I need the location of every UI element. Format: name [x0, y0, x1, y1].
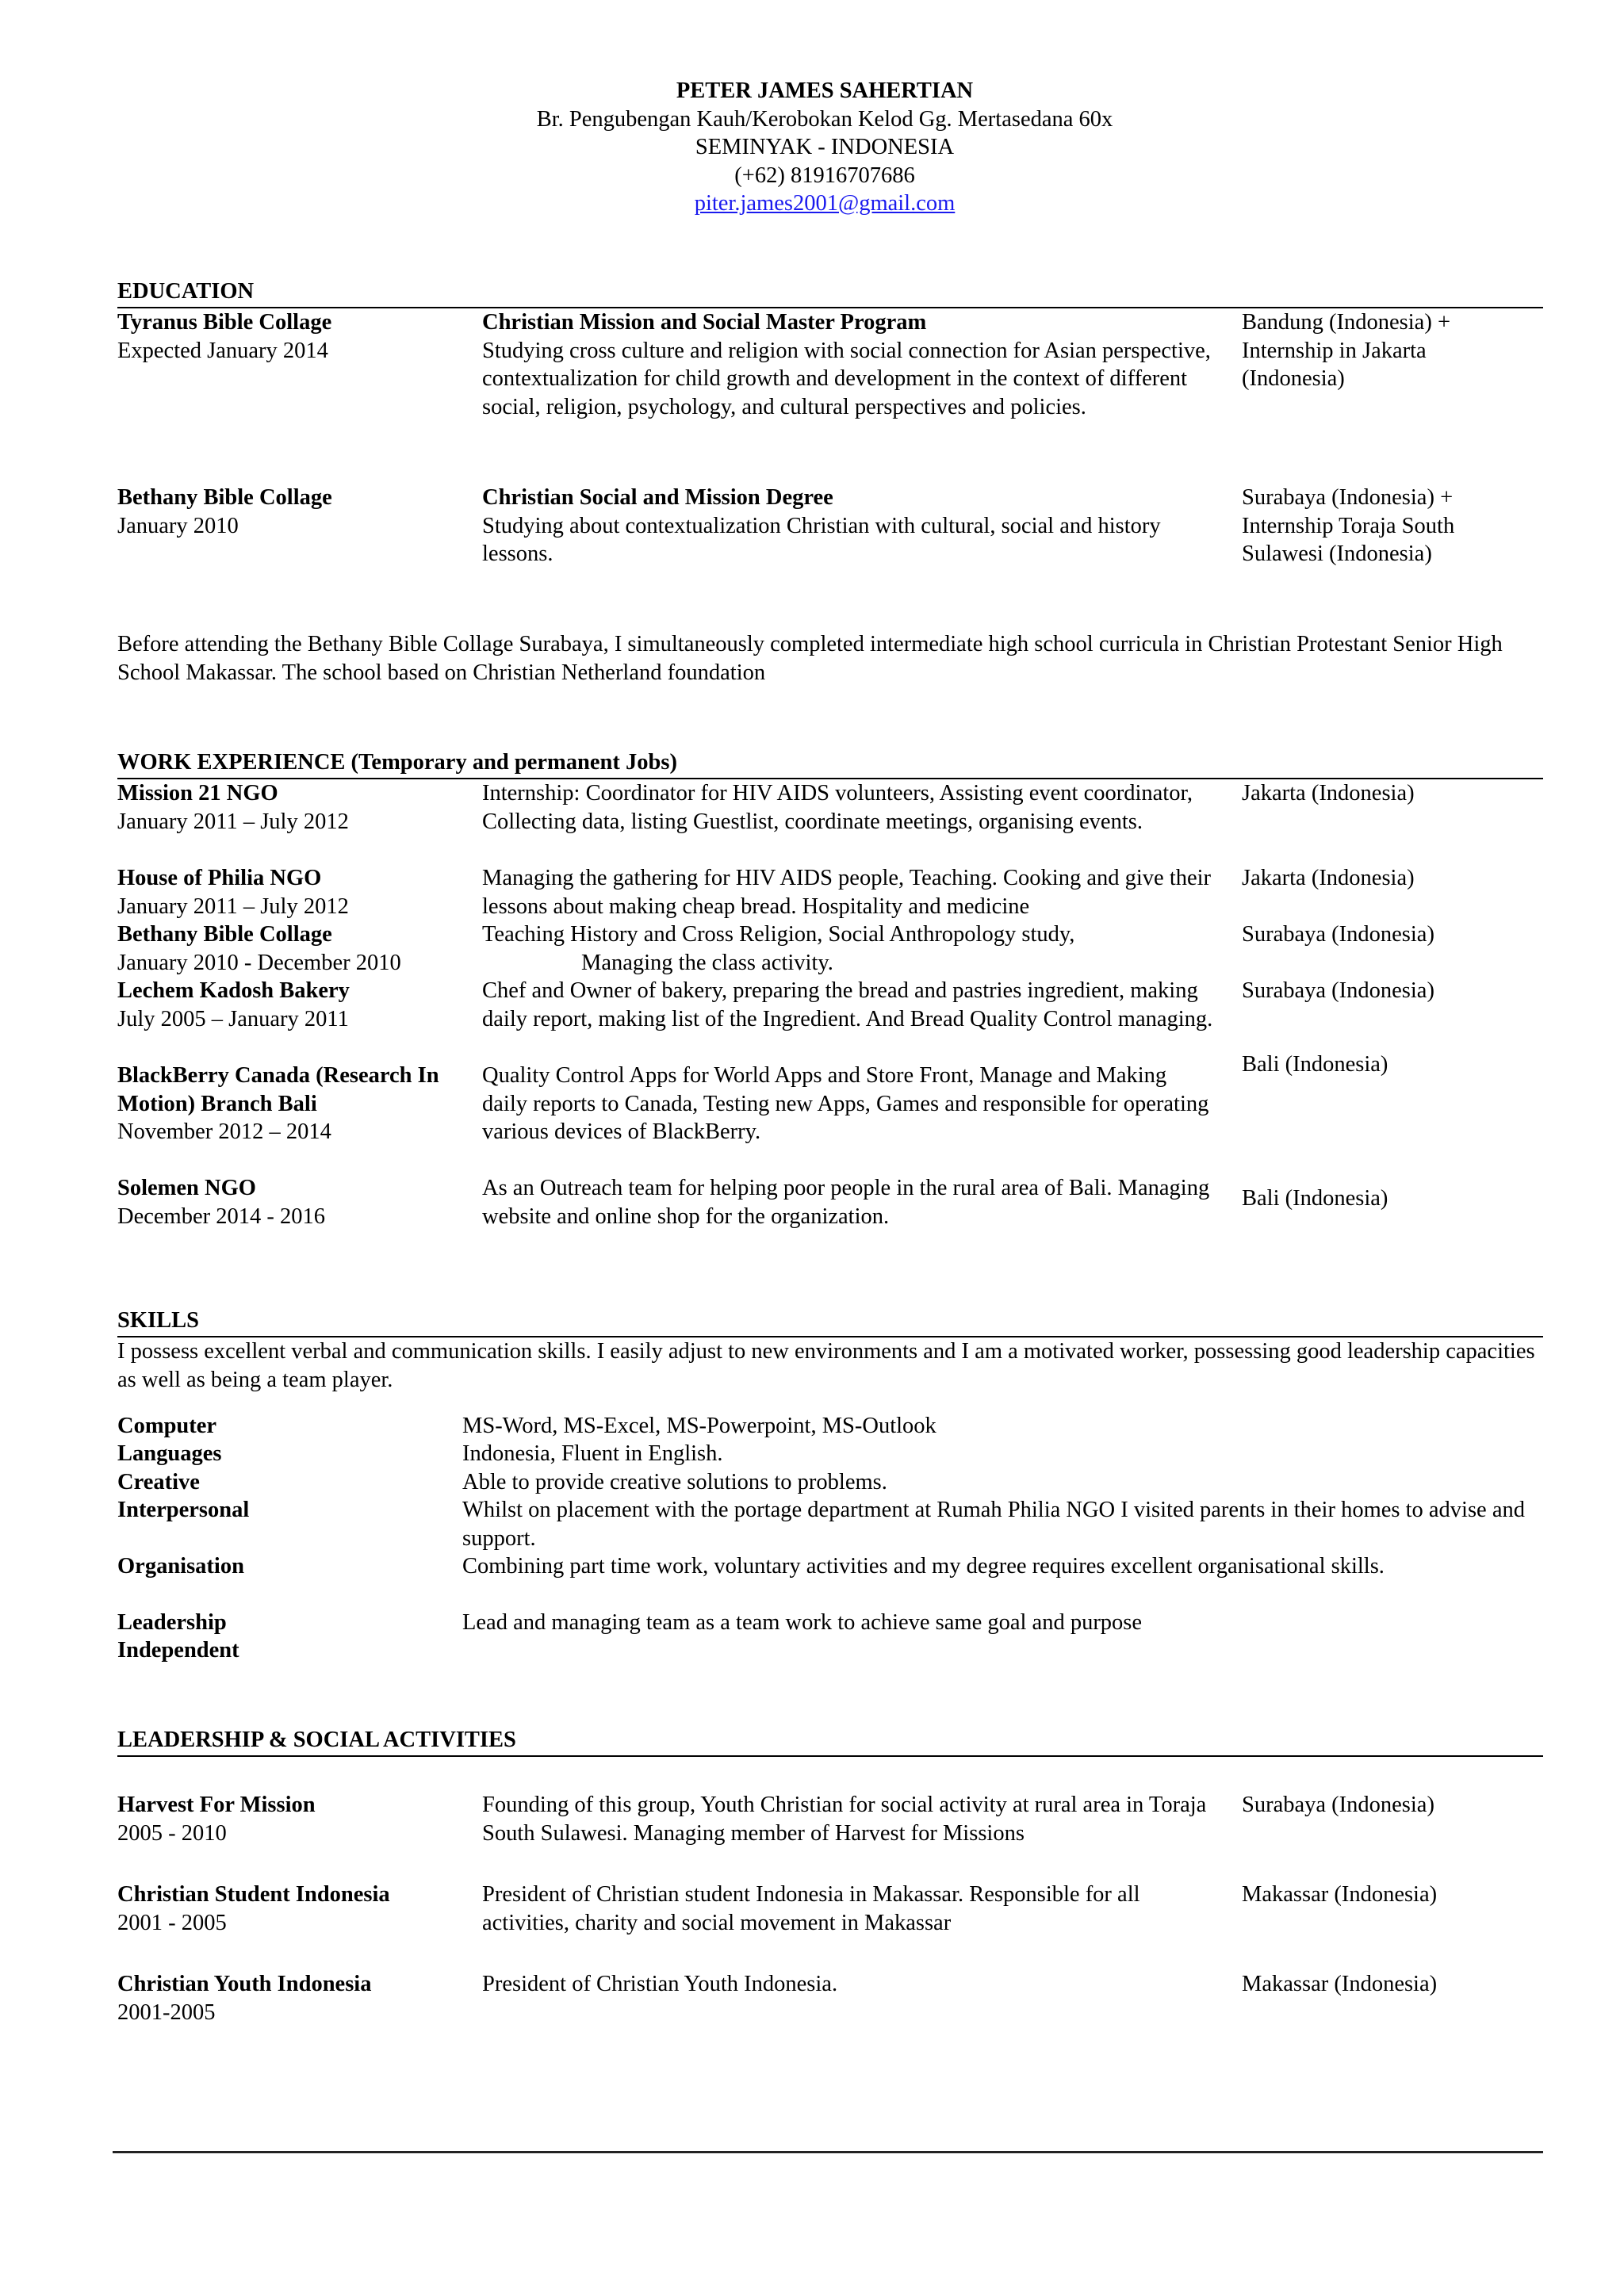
work-location: Surabaya (Indonesia)	[1242, 922, 1434, 947]
school-name: Tyranus Bible Collage	[117, 310, 332, 335]
education-program-col	[482, 484, 1216, 568]
activity-date: 2001 - 2005	[117, 1910, 227, 1935]
work-description-continued: Managing the class activity.	[581, 950, 833, 975]
activity-date: 2005 - 2010	[117, 1820, 227, 1846]
work-date: January 2010 - December 2010	[117, 950, 401, 975]
work-description: Chef and Owner of bakery, preparing the bread and pastries ingredient, making daily report, making list of the Ingredient. And Bread Quality Control managing.	[482, 978, 1213, 1031]
activity-org-name: Christian Student Indonesia	[117, 1882, 390, 1907]
skill-label: Creative	[117, 1470, 200, 1494]
full-name: PETER JAMES SAHERTIAN	[676, 78, 974, 103]
phone-number: (+62) 81916707686	[734, 163, 915, 188]
work-description: Teaching History and Cross Religion, Social Anthropology study,	[482, 922, 1075, 947]
section-title-leadership: LEADERSHIP & SOCIAL ACTIVITIES	[117, 1728, 516, 1752]
organization-name: House of Philia NGO	[117, 866, 322, 890]
section-divider	[117, 1755, 1543, 1757]
work-location: Jakarta (Indonesia)	[1242, 866, 1415, 890]
program-description: Studying cross culture and religion with social connection for Asian perspective, contextualization for child growth and development in the context of different social, religion, psychology, and cultural perspectives and policies.	[482, 338, 1211, 419]
activity-description: Founding of this group, Youth Christian for social activity at rural area in Toraja South Sulawesi. Managing member of Harvest for Missions	[482, 1793, 1207, 1846]
activity-date: 2001-2005	[117, 1999, 216, 2025]
work-description-col	[482, 920, 1216, 977]
work-org-col	[117, 1174, 466, 1230]
work-org-col	[117, 779, 466, 836]
work-org-col	[117, 1062, 458, 1146]
activity-location: Makassar (Indonesia)	[1242, 1882, 1438, 1907]
organization-name: Solemen NGO	[117, 1176, 256, 1200]
activity-description: President of Christian student Indonesia in Makassar. Responsible for all activities, charity and social movement in Makassar	[482, 1882, 1140, 1935]
skill-value: Lead and managing team as a team work to achieve same goal and purpose	[462, 1610, 1143, 1635]
work-description: As an Outreach team for helping poor people in the rural area of Bali. Managing website and online shop for the organization.	[482, 1176, 1210, 1229]
activity-org-name: Harvest For Mission	[117, 1793, 316, 1817]
activity-location: Makassar (Indonesia)	[1242, 1972, 1438, 1996]
footer-divider	[113, 2151, 1543, 2153]
program-description: Studying about contextualization Christian with cultural, social and history lessons.	[482, 513, 1161, 566]
education-program-col	[482, 308, 1216, 421]
education-location: Surabaya (Indonesia) + Internship Toraja South Sulawesi (Indonesia)	[1242, 485, 1455, 566]
activity-org-col	[117, 1881, 466, 1937]
work-org-col	[117, 864, 466, 920]
address-line: Br. Pengubengan Kauh/Kerobokan Kelod Gg. Mertasedana 60x	[536, 106, 1113, 132]
skill-value: MS-Word, MS-Excel, MS-Powerpoint, MS-Outlook	[462, 1414, 936, 1438]
work-date: November 2012 – 2014	[117, 1119, 331, 1144]
education-school-col	[117, 484, 466, 540]
activity-org-col	[117, 1791, 466, 1847]
work-date: December 2014 - 2016	[117, 1203, 325, 1229]
organization-name: Mission 21 NGO	[117, 781, 278, 806]
education-date: January 2010	[117, 513, 239, 538]
section-title-work-experience: WORK EXPERIENCE (Temporary and permanent Jobs)	[117, 750, 677, 775]
skill-label: Languages	[117, 1441, 222, 1466]
program-name: Christian Mission and Social Master Program	[482, 310, 927, 335]
work-date: July 2005 – January 2011	[117, 1006, 349, 1031]
work-location: Bali (Indonesia)	[1242, 1052, 1388, 1077]
skills-intro: I possess excellent verbal and communication skills. I easily adjust to new environments and I am a motivated worker, possessing good leadership capacities as well as being a team player.	[117, 1339, 1535, 1392]
skill-label: Organisation	[117, 1554, 244, 1578]
section-title-education: EDUCATION	[117, 279, 255, 304]
organization-name: Bethany Bible Collage	[117, 922, 332, 947]
contact-header	[0, 77, 1624, 218]
work-description: Managing the gathering for HIV AIDS people, Teaching. Cooking and give their lessons about making cheap bread. Hospitality and medicine	[482, 866, 1212, 919]
activity-org-col	[117, 1970, 466, 2026]
work-location: Bali (Indonesia)	[1242, 1186, 1388, 1211]
skill-value: Combining part time work, voluntary activities and my degree requires excellent organisational skills.	[462, 1554, 1385, 1578]
activity-description: President of Christian Youth Indonesia.	[482, 1972, 838, 1996]
skill-value: Indonesia, Fluent in English.	[462, 1441, 723, 1466]
education-date: Expected January 2014	[117, 338, 328, 363]
organization-name: Lechem Kadosh Bakery	[117, 978, 350, 1003]
education-location: Bandung (Indonesia) + Internship in Jakarta (Indonesia)	[1242, 310, 1451, 391]
work-description: Internship: Coordinator for HIV AIDS volunteers, Assisting event coordinator, Collecting data, listing Guestlist, coordinate meetings, organising events.	[482, 781, 1193, 834]
skill-value: Able to provide creative solutions to problems.	[462, 1470, 887, 1494]
work-location: Surabaya (Indonesia)	[1242, 978, 1434, 1003]
skill-label: Interpersonal	[117, 1498, 250, 1522]
education-note: Before attending the Bethany Bible Collage Surabaya, I simultaneously completed intermediate high school curricula in Christian Protestant Senior High School Makassar. The school based on Christian Netherland foundation	[117, 632, 1503, 685]
work-org-col	[117, 920, 466, 977]
work-date: January 2011 – July 2012	[117, 809, 349, 834]
work-description: Quality Control Apps for World Apps and Store Front, Manage and Making daily reports to Canada, Testing new Apps, Games and responsible for operating various devices of BlackBerry.	[482, 1063, 1209, 1144]
section-title-skills: SKILLS	[117, 1308, 199, 1333]
email-link[interactable]: piter.james2001@gmail.com	[694, 191, 956, 216]
education-school-col	[117, 308, 466, 365]
activity-location: Surabaya (Indonesia)	[1242, 1793, 1434, 1817]
school-name: Bethany Bible Collage	[117, 485, 332, 510]
work-location: Jakarta (Indonesia)	[1242, 781, 1415, 806]
skill-value: Whilst on placement with the portage department at Rumah Philia NGO I visited parents in their homes to advise and support.	[462, 1498, 1525, 1551]
program-name: Christian Social and Mission Degree	[482, 485, 833, 510]
skill-label: Independent	[117, 1638, 239, 1663]
work-date: January 2011 – July 2012	[117, 894, 349, 919]
skill-label: Computer	[117, 1414, 217, 1438]
work-org-col	[117, 977, 466, 1033]
city-line: SEMINYAK - INDONESIA	[695, 135, 955, 159]
skill-label: Leadership	[117, 1610, 227, 1635]
activity-org-name: Christian Youth Indonesia	[117, 1972, 372, 1996]
organization-name: BlackBerry Canada (Research In Motion) Branch Bali	[117, 1063, 439, 1116]
